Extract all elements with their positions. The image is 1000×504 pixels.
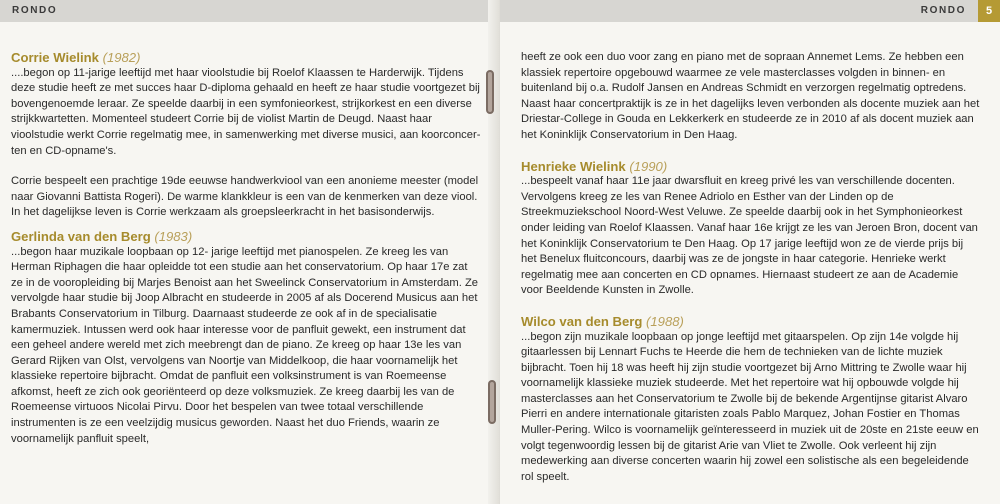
left-text-column — [11, 50, 481, 447]
left-page — [0, 0, 492, 504]
birth-year: (1990) — [629, 158, 668, 174]
right-running-header — [500, 0, 1000, 22]
section-heading — [521, 314, 981, 330]
staple-top — [486, 70, 494, 114]
birth-year: (1988) — [646, 313, 684, 329]
left-running-head: RONDO — [12, 5, 58, 16]
musician-name: Henrieke Wielink — [521, 158, 626, 174]
bio-paragraph: ...begon zijn muzikale loopbaan op jonge leeftijd met gitaarspelen. Op zijn 14e volgde hij gitaarlessen bij Lennart Fuchs te Heerde die hem de technieken van de lichte muziek bijbracht. Toen hij 18 was heeft hij zijn studie voortgezet bij Arno Mittring te Zwolle waar hij voornamelijk klassieke muziek studeerde. Met het repertoire wat hij opbouwde volgde hij masterclasses aan het Conservatorium te Zwolle bij de bekende Argentijnse gitarist Alvaro Pierri en andere internationale gitaristen zoals Pablo Marquez, Johan Fostier en Thomas Muller-Pering. Wilco is voornamelijk geïnteresseerd in muziek uit de 20ste en 21ste eeuw en volgt tegenwoordig lessen bij de gitarist Arie van Vliet te Zwolle. Ook verleent hij zijn medewerking aan diverse concerten waarin hij zowel een solistische als een begeleidende rol speelt. — [521, 330, 979, 483]
staple-bottom — [488, 380, 496, 424]
musician-name: Gerlinda van den Berg — [11, 228, 151, 244]
musician-name: Wilco van den Berg — [521, 313, 643, 329]
right-running-head: RONDO — [920, 5, 966, 16]
section-heading — [521, 159, 981, 175]
right-text-column — [521, 50, 981, 485]
birth-year: (1983) — [154, 228, 193, 244]
musician-name: Corrie Wielink — [11, 50, 99, 65]
bio-paragraph: ....begon op 11-jarige leeftijd met haar vioolstudie bij Roelof Klaassen te Harderwijk. Tijdens deze studie heeft ze met succes haar D-diploma gehaald en heeft ze haar studie voortgezet bij bovengenoemde leraar. Ze speelde daarbij in een symfonieorkest, strijkorkest en een diverse strijkkwartetten. Momenteel studeert Corrie bij de violist Martin de Deugd. Naast haar vioolstudie werkt Corrie regelmatig mee, in samenwerking met diverse musici, aan koorconcerten en CD-opname's. — [11, 66, 481, 157]
right-page — [500, 0, 1000, 504]
bio-paragraph: Corrie bespeelt een prachtige 19de eeuwse handwerkviool van een anonieme meester (model naar Giovanni Battista Rogeri). De warme klankkleur is een van de kenmerken van deze viool. In het dagelijkse leven is Corrie werkzaam als groepsleerkracht in het basisonderwijs. — [11, 175, 479, 219]
bio-paragraph: ...bespeelt vanaf haar 11e jaar dwarsfluit en kreeg privé les van verschillende docenten. Vervolgens kreeg ze les van Renee Adriolo en Esther van der Linden op de Streekmuziekschool Noord-West Veluwe. Ze speelde daarbij ook in het Symphonieorkest onder leiding van Roelof Klaassen. Vanaf haar 16e krijgt ze les van Jeroen Bron, docent van het Koninklijk Conservatorium te Den Haag. Op 17 jarige leeftijd won ze de vierde prijs bij het Benelux fluitconcours, daarbij was ze de jongste in haar categorie. Henrieke werkt regelmatig mee aan concerten en CD opnames. Hiernaast studeert ze aan de Academie voor Beeldende Kunsten in Zwolle. — [521, 175, 978, 297]
bio-continuation: heeft ze ook een duo voor zang en piano met de sopraan Annemet Lems. Ze hebben een klassiek repertoire opgebouwd waarmee ze vele masterclasses volgden in binnen- en buitenland bij o.a. Rudolf Jansen en Andreas Schmidt en verzorgen regelmatig optredens. Naast haar concertpraktijk is ze in het dagelijks leven verbonden als docente muziek aan het Driestar-College in Gouda en Lekkerkerk en studeerde ze in 2010 af als docent muziek aan het Koninklijk Conservatorium in Den Haag. — [521, 51, 980, 141]
left-running-header — [0, 0, 492, 22]
birth-year: (1982) — [102, 50, 141, 65]
bio-paragraph: ...begon haar muzikale loopbaan op 12- jarige leeftijd met pianospelen. Ze kreeg les van Herman Riphagen die haar opleidde tot een studie aan het conservatorium. Op haar 17e zat ze in de vooropleiding bij Marjes Benoist aan het Sweelinck Conservatorium in Amsterdam. Ze vervolgde haar studie bij Joop Albracht en studeerde in 2005 af als Docerend Musicus aan het Brabants Conservatorium in Tilburg. Daarnaast studeerde ze ook af in de specialisatie kamermuziek. Intussen werd ook haar interesse voor de panfluit gewekt, een instrument dat een geheel andere wereld met zich meebrengt dan de piano. Ze kreeg op haar 13e les van Gerard Rijken van Olst, vervolgens van Noortje van Middelkoop, die haar voornamelijk het klassieke repertoire bijbracht. Omdat de panfluit een volksinstrument is van Roemeense afkomst, heeft ze zich ook georiënteerd op deze volksmuziek. Ze kreeg daarbij les van de Roemeense virtuoos Nicolai Pirvu. Door het bespelen van twee totaal verschillende instrumenten is ze een veelzijdig musicus geworden. Naast het duo Friends, waarin ze voornamelijk panfluit speelt, — [11, 245, 478, 445]
section-heading — [11, 50, 481, 66]
section-heading — [11, 229, 481, 245]
page-number: 5 — [978, 0, 1000, 22]
